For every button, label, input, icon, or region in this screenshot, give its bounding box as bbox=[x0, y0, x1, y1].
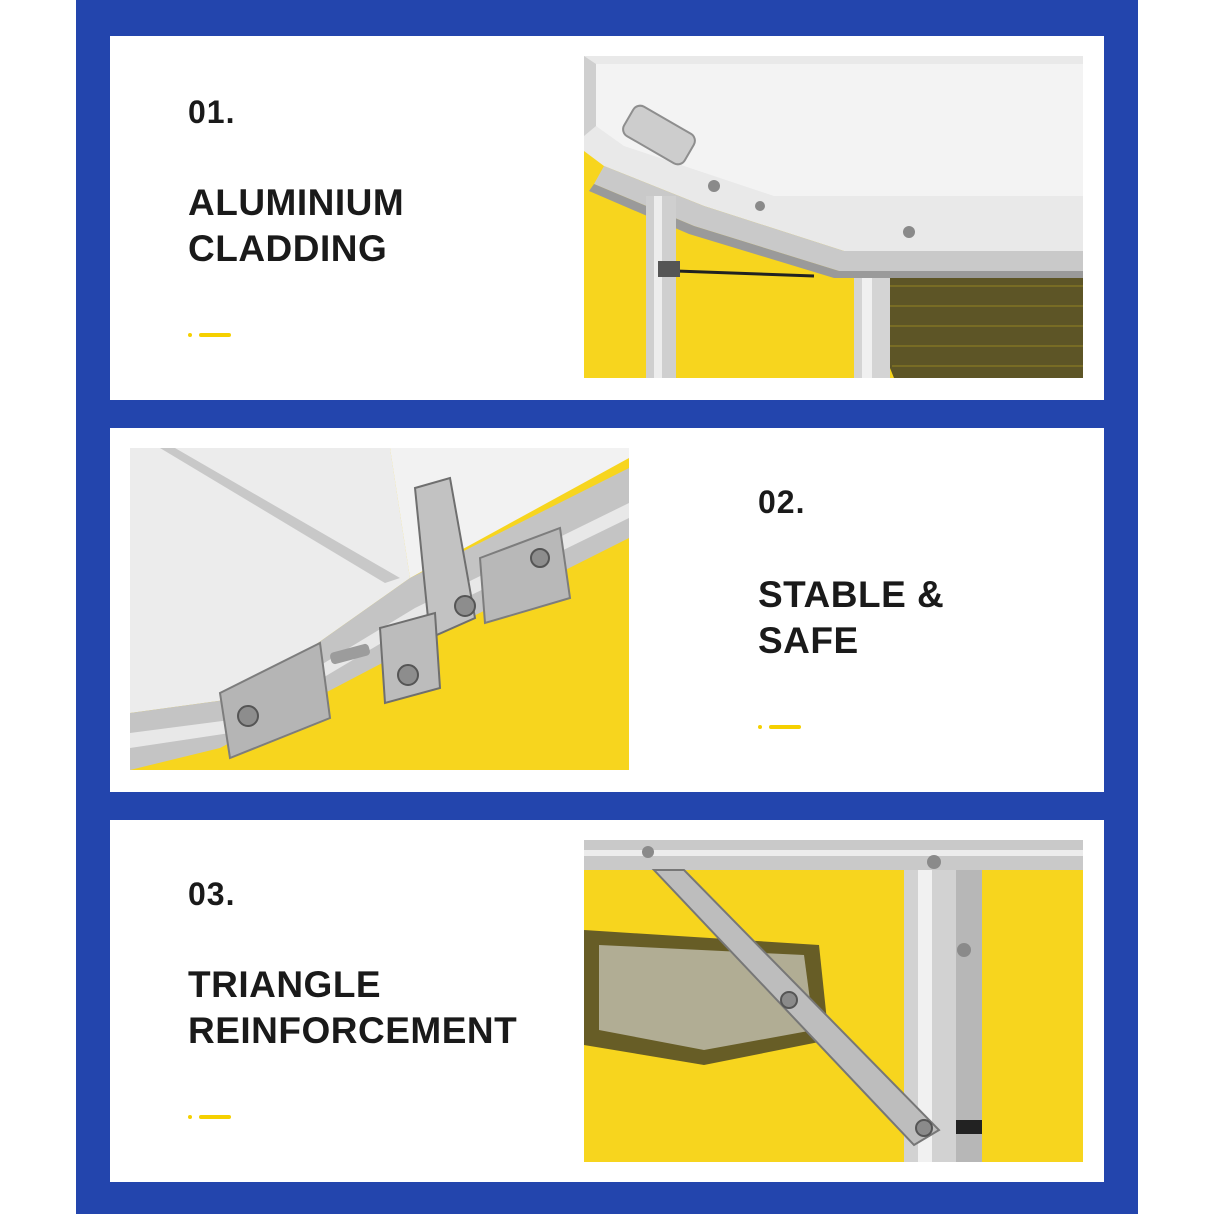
triangle-brace-leg-photo bbox=[584, 840, 1083, 1162]
feature-title-line1: ALUMINIUM bbox=[188, 182, 405, 223]
feature-title bbox=[188, 180, 404, 272]
feature-panel-3 bbox=[110, 820, 1104, 1182]
feature-title-line2: REINFORCEMENT bbox=[188, 1010, 518, 1051]
table-corner-with-mesh-photo bbox=[584, 56, 1083, 378]
feature-number: 03. bbox=[188, 876, 236, 912]
feature-panel-2 bbox=[110, 428, 1104, 792]
feature-title bbox=[758, 572, 944, 664]
feature-title-line1: STABLE & bbox=[758, 574, 945, 615]
feature-title bbox=[188, 962, 517, 1054]
folding-lock-hinge-photo bbox=[130, 448, 629, 770]
feature-panel-1 bbox=[110, 36, 1104, 400]
feature-title-line2: SAFE bbox=[758, 620, 859, 661]
feature-number: 02. bbox=[758, 484, 806, 520]
feature-title-line1: TRIANGLE bbox=[188, 964, 382, 1005]
feature-number: 01. bbox=[188, 94, 236, 130]
feature-title-line2: CLADDING bbox=[188, 228, 388, 269]
